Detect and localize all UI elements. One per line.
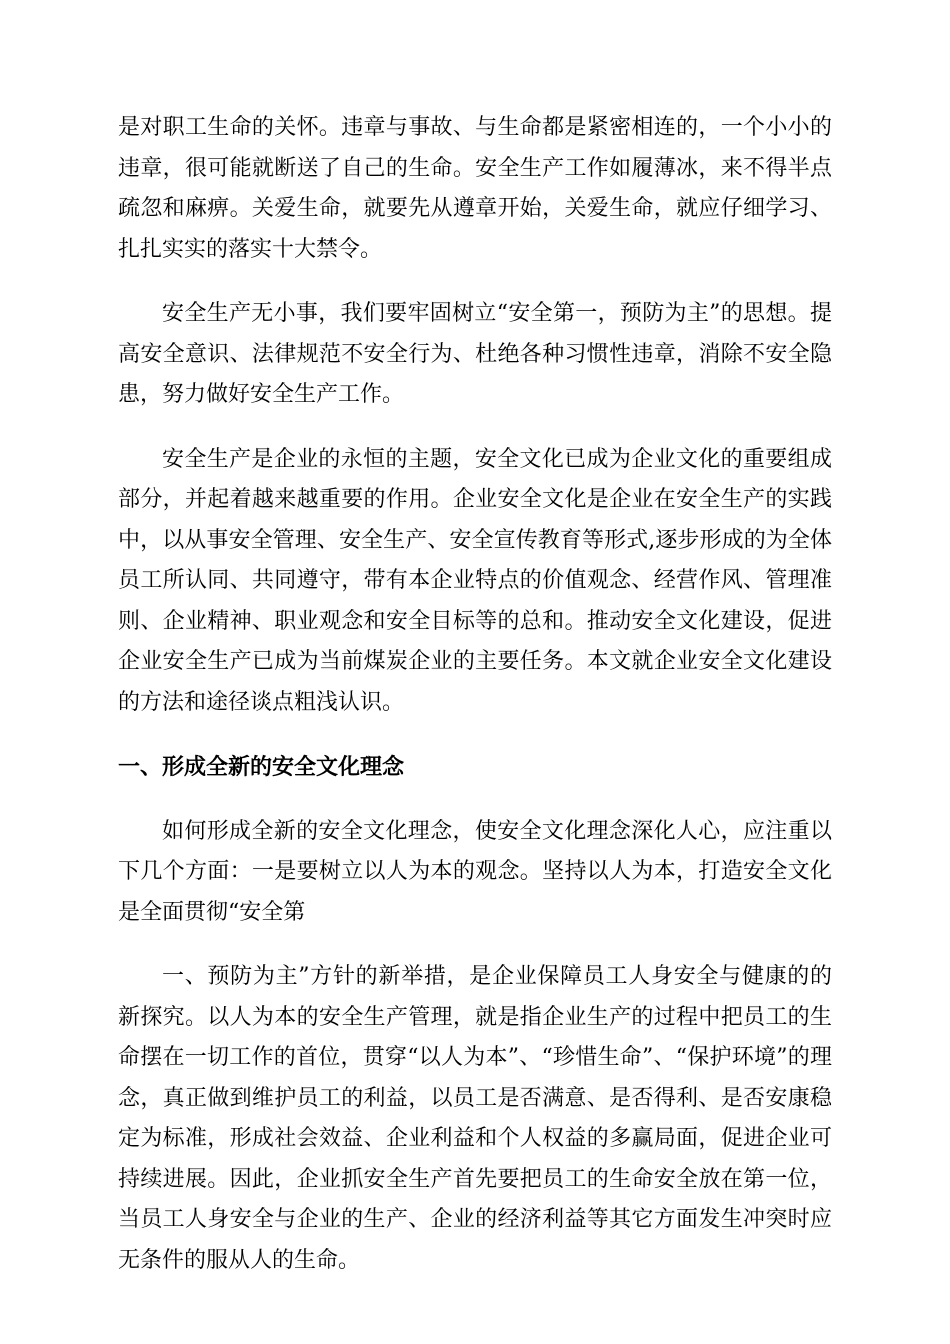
section-heading-1: 一、形成全新的安全文化理念 — [118, 754, 405, 780]
document-body — [118, 108, 832, 1305]
paragraph-2: 安全生产无小事，我们要牢固树立“安全第一，预防为主”的思想。提高安全意识、法律规范不安全行为、杜绝各种习惯性违章，消除不安全隐患，努力做好安全生产工作。 — [118, 301, 832, 407]
paragraph-5: 一、预防为主”方针的新举措，是企业保障员工人身安全与健康的的新探究。以人为本的安全生产管理，就是指企业生产的过程中把员工的生命摆在一切工作的首位，贯穿“以人为本”、“珍惜生命”、“保护环境”的理念，真正做到维护员工的利益，以员工是否满意、是否得利、是否安康稳定为标准，形成社会效益、企业利益和个人权益的多赢局面，促进企业可持续进展。因此，企业抓安全生产首先要把员工的生命安全放在第一位，当员工人身安全与企业的生产、企业的经济利益等其它方面发生冲突时应无条件的服从人的生命。 — [118, 964, 832, 1273]
paragraph-3: 安全生产是企业的永恒的主题，安全文化已成为企业文化的重要组成部分，并起着越来越重要的作用。企业安全文化是企业在安全生产的实践中，以从事安全管理、安全生产、安全宣传教育等形式,逐步形成的为全体员工所认同、共同遵守，带有本企业特点的价值观念、经营作风、管理准则、企业精神、职业观念和安全目标等的总和。推动安全文化建设，促进企业安全生产已成为当前煤炭企业的主要任务。本文就企业安全文化建设的方法和途径谈点粗浅认识。 — [118, 446, 832, 715]
paragraph-4: 如何形成全新的安全文化理念，使安全文化理念深化人心，应注重以下几个方面：一是要树立以人为本的观念。坚持以人为本，打造安全文化是全面贯彻“安全第 — [118, 818, 832, 925]
paragraph-1: 是对职工生命的关怀。违章与事故、与生命都是紧密相连的，一个小小的违章，很可能就断送了自己的生命。安全生产工作如履薄冰，来不得半点疏忽和麻痹。关爱生命，就要先从遵章开始，关爱生命，就应仔细学习、扎扎实实的落实十大禁令。 — [118, 115, 832, 262]
